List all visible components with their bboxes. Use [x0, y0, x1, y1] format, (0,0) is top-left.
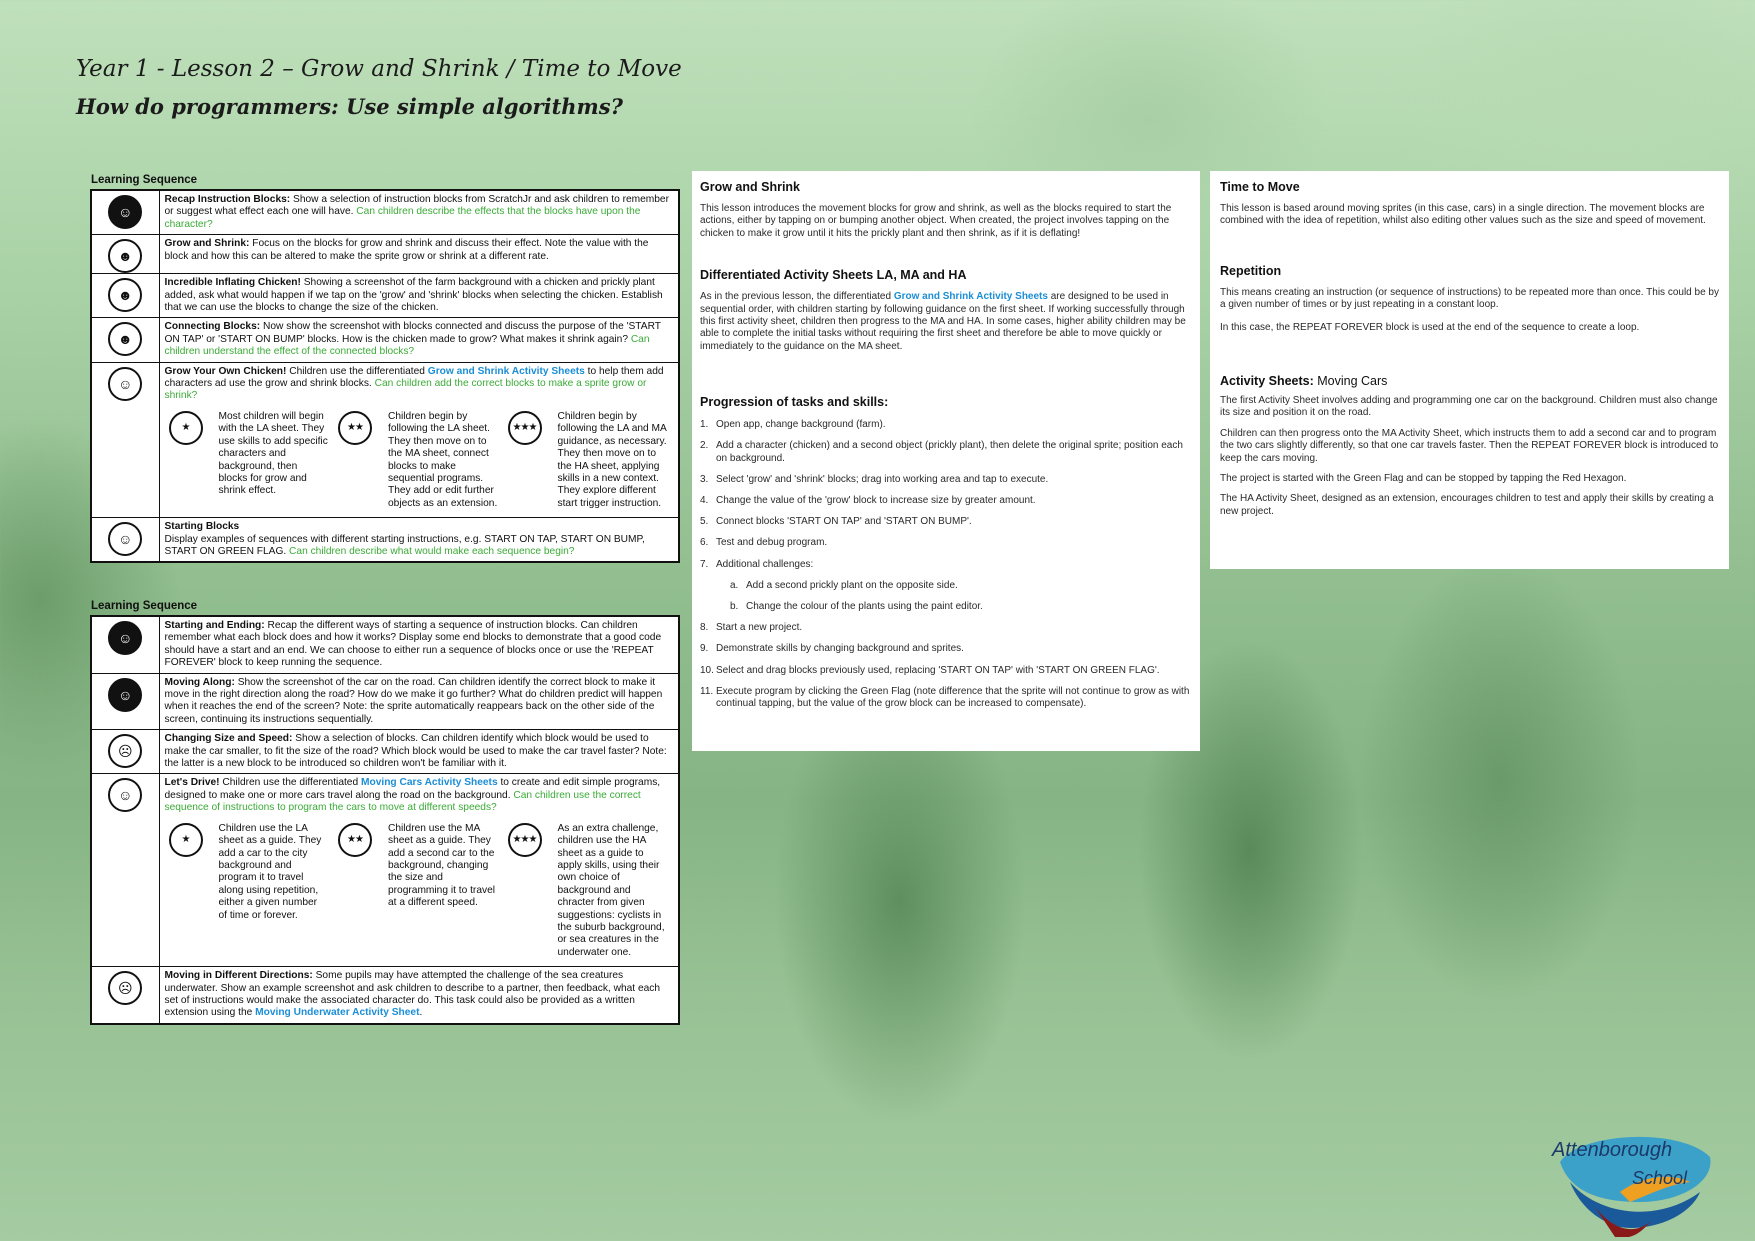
- repetition-text-1: This means creating an instruction (or sequence of instructions) to be repeated more than once. This could be by a given number of times or by just repeating in a constant loop.: [1220, 286, 1719, 311]
- ability-group-text: Most children will begin with the LA sheet. They use skills to add specific characters and background, then blocks for grow and shrink effect.: [218, 410, 328, 497]
- row-content-cell: [159, 318, 679, 362]
- row-icon-cell: [91, 518, 159, 563]
- row-heading: Recap Instruction Blocks:: [164, 194, 291, 205]
- progression-step: [700, 686, 1191, 710]
- sequence-row: [91, 318, 679, 362]
- row-heading: Starting and Ending:: [164, 620, 265, 631]
- progression-step: [700, 440, 1191, 464]
- ability-group: [165, 411, 335, 510]
- grow-shrink-sheets-link[interactable]: Grow and Shrink Activity Sheets: [893, 291, 1048, 303]
- row-text: Display examples of sequences with different starting instructions, e.g. START ON TAP, START ON BUMP, START ON GREEN FLAG.: [164, 533, 645, 557]
- row-heading: Changing Size and Speed:: [164, 733, 293, 745]
- step-number: 1.: [700, 419, 709, 431]
- ability-group: [504, 411, 674, 510]
- star-badge-icon: ★★★: [508, 411, 542, 445]
- repetition-text-2: In this case, the REPEAT FOREVER block is used at the end of the sequence to create a loop.: [1220, 321, 1640, 333]
- activity-sheets-heading-rest: Moving Cars: [1313, 374, 1388, 389]
- face-icon: ☹: [108, 971, 142, 1005]
- step-text: Connect blocks 'START ON TAP' and 'START ON BUMP'.: [716, 516, 972, 528]
- progression-step: [700, 419, 1191, 431]
- progression-step: [700, 665, 1191, 677]
- row-icon-cell: [91, 190, 159, 235]
- star-badge-icon: ★★: [338, 823, 372, 857]
- row-content-cell: [159, 616, 679, 673]
- row-question: Can children describe what would make each sequence begin?: [289, 545, 575, 557]
- star-badge-icon: ★★★: [508, 823, 542, 857]
- row-text: Some pupils may have attempted the challenge of the sea creatures underwater. Show an example screenshot and ask children to describe to a partner, then feedback, what each set of instructions would make the associated character do. This task could also be provided as a written extension using the: [164, 970, 661, 1019]
- repetition-heading: Repetition: [1220, 263, 1282, 278]
- step-text: Test and debug program.: [716, 537, 828, 549]
- time-to-move-panel: [1210, 171, 1729, 569]
- row-icon-cell: [91, 362, 159, 517]
- ability-groups: [165, 823, 674, 959]
- activity-sheets-link[interactable]: Grow and Shrink Activity Sheets: [427, 365, 585, 377]
- row-text: Show the screenshot of the car on the road. Can children identify the correct block to make it move in the right direction along the road? How do we make it go further? What do children predict will happen when it reaches the end of the screen? Note: the sprite automatically reappears back on the other side of the screen, continuing its instructions sequentially.: [164, 676, 663, 725]
- row-text-cont: .: [419, 1007, 423, 1019]
- row-content-cell: [159, 274, 679, 318]
- puzzle-icon: ☻: [108, 322, 142, 356]
- ability-group: [165, 823, 335, 959]
- row-icon-cell: [91, 967, 159, 1024]
- row-heading: Incredible Inflating Chicken!: [164, 277, 301, 289]
- sequence-row: [91, 274, 679, 318]
- puzzle-icon: ☻: [108, 239, 142, 273]
- step-number: 4.: [700, 495, 709, 507]
- sequence-row: [91, 967, 679, 1024]
- row-content-cell: [159, 774, 679, 967]
- grow-shrink-text: This lesson introduces the movement blocks for grow and shrink, as well as the blocks required to start the actions, either by tapping on or bumping another object. When created, the project involves tapping on the chicken to make it grow until it hits the prickly plant and then shrink, as if it is deflating!: [700, 203, 1172, 239]
- star-badge-icon: ★: [169, 823, 203, 857]
- star-badge-icon: ★: [169, 411, 203, 445]
- row-text-cont: to help them add characters ad use the grow and shrink blocks.: [164, 365, 664, 390]
- step-text: Select and drag blocks previously used, replacing 'START ON TAP' with 'START ON GREEN FLAG'.: [716, 664, 1160, 676]
- progression-list: [700, 419, 1191, 710]
- computer-icon: ☺: [108, 678, 142, 712]
- row-text: Children use the differentiated: [219, 777, 361, 789]
- school-logo-graphic: [1540, 1122, 1730, 1237]
- step-text: Add a second prickly plant on the opposite side.: [746, 579, 958, 591]
- step-text: Open app, change background (farm).: [716, 419, 886, 431]
- row-text: Show a selection of instruction blocks from ScratchJr and ask children to remember or suggest what effect each one will have.: [164, 194, 669, 218]
- row-heading: Starting Blocks: [164, 521, 240, 533]
- step-number: a.: [730, 579, 739, 591]
- row-heading: Moving Along:: [164, 676, 235, 688]
- progression-step: [700, 643, 1191, 655]
- row-text-cont: to create and edit simple programs, designed to make one or more cars travel along the road on the background.: [164, 777, 661, 801]
- step-text: Execute program by clicking the Green Flag (note difference that the sprite will not continue to grow as with continual tapping, but the value of the grow block can be increased to compensate).: [716, 685, 1190, 710]
- ability-group-text: Children begin by following the LA and MA guidance, as necessary. They then move on to the HA sheet, applying skills in a new context. They explore different start trigger instruction.: [557, 410, 667, 509]
- row-icon-cell: [91, 318, 159, 362]
- row-content-cell: [159, 673, 679, 730]
- computer-icon: ☺: [108, 621, 142, 655]
- row-heading: Let's Drive!: [164, 777, 220, 789]
- activity-sheets-link[interactable]: Moving Cars Activity Sheets: [360, 777, 498, 789]
- row-content-cell: [159, 518, 679, 563]
- sequence-row: [91, 730, 679, 774]
- row-content-cell: [159, 730, 679, 774]
- row-text: Focus on the blocks for grow and shrink and discuss their effect. Note the value with the block and how this can be altered to make the sprite grow or shrink at a different rate.: [164, 238, 649, 262]
- step-number: 3.: [700, 473, 709, 485]
- row-heading: Grow Your Own Chicken!: [164, 365, 287, 377]
- progression-step: [700, 495, 1191, 507]
- learning-sequence-label: Learning Sequence: [91, 174, 198, 186]
- grow-shrink-heading: Grow and Shrink: [700, 180, 801, 194]
- row-icon-cell: [91, 673, 159, 730]
- row-content-cell: [159, 967, 679, 1024]
- time-to-move-heading: Time to Move: [1220, 180, 1300, 194]
- learning-sequence-label: Learning Sequence: [91, 600, 198, 612]
- ability-group-text: Children use the MA sheet as a guide. They add a second car to the background, changing the size and programming it to travel at a different speed.: [388, 822, 496, 909]
- row-text: Recap the different ways of starting a sequence of instruction blocks. Can children remember what each block does and how it works? Display some end blocks to demonstrate that a good code should have a start and an end. We can choose to either run a sequence of blocks once or use the 'REPEAT FOREVER' block to keep running the sequence.: [164, 620, 662, 669]
- activity-sheets-text-2: Children can then progress onto the MA Activity Sheet, which instructs them to add a second car and to program the two cars slightly differently, so that one car travels faster. Then the REPEAT FOREVER block is introduced to keep the cars moving.: [1220, 427, 1719, 464]
- ability-group-text: As an extra challenge, children use the HA sheet as a guide to apply skills, using their own choice of background and chracter from given suggestions: cyclists in the suburb background, or sea creatures in the underwater one.: [557, 822, 665, 958]
- step-number: b.: [730, 601, 739, 613]
- step-number: 5.: [700, 516, 709, 528]
- step-text: Additional challenges:: [716, 558, 814, 570]
- progression-heading: Progression of tasks and skills:: [700, 395, 889, 410]
- ability-group-text: Children begin by following the LA sheet. They then move on to the MA sheet, connect blocks to make sequential programs. They add or edit further objects as an extension.: [388, 410, 498, 509]
- face-icon: ☹: [108, 734, 142, 768]
- progression-step: [700, 474, 1191, 486]
- logo-line2: School: [1632, 1168, 1688, 1188]
- step-text: Change the colour of the plants using the paint editor.: [746, 601, 983, 613]
- differentiated-text-end: are designed to be used in sequential order, with children starting by following guidance on the first sheet. If working successfully through this first activity sheet, children then progress to the MA and HA. In some cases, higher ability children may be able to complete the initial tasks without requiring the first sheet and therefore be able to move quickly or immediately to the guidance on the MA sheet.: [700, 291, 1186, 352]
- computer-icon: ☺: [108, 195, 142, 229]
- row-icon-cell: [91, 616, 159, 673]
- row-heading: Moving in Different Directions:: [164, 970, 313, 982]
- glasses-face-icon: ☺: [108, 522, 142, 556]
- lesson-title: Year 1 - Lesson 2 – Grow and Shrink / Time to Move: [76, 56, 682, 82]
- progression-step: [700, 516, 1191, 528]
- row-text: Showing a screenshot of the farm background with a chicken and prickly plant added, ask what would happen if we tap on the 'grow' and 'shrink' blocks when selecting the chicken. Establish that we can use the blocks to change the size of the chicken.: [164, 277, 663, 314]
- progression-step: [700, 580, 1191, 592]
- glasses-face-icon: ☺: [108, 367, 142, 401]
- step-number: 10.: [700, 664, 714, 676]
- sequence-row: [91, 362, 679, 517]
- sequence-row: [91, 616, 679, 673]
- learning-sequence-table-2: [90, 615, 680, 1025]
- smile-face-icon: ☺: [108, 778, 142, 812]
- ability-group: [504, 823, 674, 959]
- ability-group: [334, 823, 504, 959]
- row-icon-cell: [91, 274, 159, 318]
- activity-sheets-text-1: The first Activity Sheet involves adding and programming one car on the background. Children must also change its size and position it on the road.: [1220, 395, 1718, 419]
- step-text: Demonstrate skills by changing background and sprites.: [716, 643, 964, 655]
- row-question: Can children describe the effects that the blocks have upon the character?: [164, 206, 641, 230]
- differentiated-heading: Differentiated Activity Sheets LA, MA and HA: [700, 268, 967, 283]
- step-number: 11.: [700, 685, 714, 697]
- lesson-question: How do programmers: Use simple algorithms?: [76, 94, 623, 119]
- ability-group: [334, 411, 504, 510]
- row-icon-cell: [91, 730, 159, 774]
- activity-sheets-heading: [1220, 374, 1720, 388]
- sequence-row: [91, 190, 679, 235]
- ability-groups: [165, 411, 674, 510]
- puzzle-icon: ☻: [108, 278, 142, 312]
- row-question: Can children understand the effect of the connected blocks?: [164, 333, 650, 358]
- differentiated-text: [700, 291, 1191, 353]
- row-icon-cell: [91, 235, 159, 274]
- row-text: Show a selection of blocks. Can children identify which block would be used to make the car smaller, to fit the size of the road? Which block would be used to make the car travel faster? Note: the latter is a new block to be introduced so children won't be familiar with it.: [164, 733, 667, 770]
- step-text: Add a character (chicken) and a second object (prickly plant), then delete the original sprite; position each on background.: [716, 440, 1183, 464]
- activity-sheets-text-3: The project is started with the Green Flag and can be stopped by tapping the Red Hexagon.: [1220, 473, 1627, 485]
- activity-sheets-heading-bold: Activity Sheets:: [1220, 374, 1314, 389]
- school-logo: [1540, 1122, 1730, 1237]
- sequence-row: [91, 235, 679, 274]
- time-to-move-text: This lesson is based around moving sprites (in this case, cars) in a single direction. The movement blocks are combined with the idea of repetition, whilst also editing other values such as the size and speed of movement.: [1220, 203, 1706, 227]
- step-number: 2.: [700, 440, 709, 452]
- row-text: Now show the screenshot with blocks connected and discuss the purpose of the 'START ON TAP' or 'START ON BUMP' blocks. How is the chicken made to grow? What makes it shrink again?: [164, 321, 661, 345]
- ability-group-text: Children use the LA sheet as a guide. They add a car to the city background and program it to travel along using repetition, either a given number of time or forever.: [218, 822, 322, 921]
- star-badge-icon: ★★: [338, 411, 372, 445]
- differentiated-text-start: As in the previous lesson, the differentiated: [700, 291, 894, 303]
- row-content-cell: [159, 362, 679, 517]
- sequence-row: [91, 518, 679, 563]
- row-heading: Grow and Shrink:: [164, 238, 250, 250]
- step-number: 6.: [700, 537, 709, 549]
- row-question: Can children use the correct sequence of instructions to program the cars to move at different speeds?: [164, 789, 641, 814]
- row-heading: Connecting Blocks:: [164, 321, 261, 333]
- step-number: 7.: [700, 558, 709, 570]
- activity-sheets-text-4: The HA Activity Sheet, designed as an extension, encourages children to test and apply their skills by creating a new project.: [1220, 493, 1714, 517]
- row-content-cell: [159, 190, 679, 235]
- grow-shrink-panel: [692, 171, 1200, 751]
- step-text: Change the value of the 'grow' block to increase size by greater amount.: [716, 495, 1036, 507]
- step-number: 9.: [700, 643, 709, 655]
- activity-sheets-link[interactable]: Moving Underwater Activity Sheet: [255, 1007, 420, 1019]
- progression-step: [700, 601, 1191, 613]
- step-text: Select 'grow' and 'shrink' blocks; drag into working area and tap to execute.: [716, 473, 1049, 485]
- sequence-row: [91, 673, 679, 730]
- progression-step: [700, 559, 1191, 571]
- progression-step: [700, 537, 1191, 549]
- row-content-cell: [159, 235, 679, 274]
- progression-step: [700, 622, 1191, 634]
- step-text: Start a new project.: [716, 622, 803, 634]
- logo-line1: Attenborough: [1552, 1139, 1673, 1161]
- step-number: 8.: [700, 622, 709, 634]
- sequence-row: [91, 774, 679, 967]
- row-icon-cell: [91, 774, 159, 967]
- row-text: Children use the differentiated: [286, 365, 428, 377]
- learning-sequence-table-1: [90, 189, 680, 563]
- row-question: Can children add the correct blocks to make a sprite grow or shrink?: [164, 378, 647, 402]
